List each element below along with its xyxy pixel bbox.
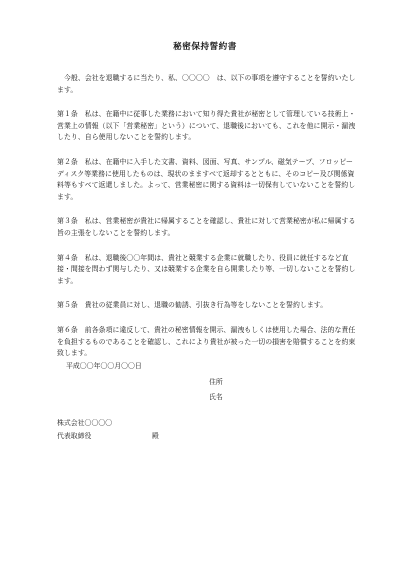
article-2: 第２条 私は、在籍中に入手した文書、資料、図面、写真、サンプル、磁気テープ、フロッピーディスク等業務に使用したものは、現状のまますべて返却するとともに、そのコピー及び関係資料等もすべて返還しました。よって、営業秘密に関する資料は一切保有していないことを誓約します。 (57, 157, 356, 201)
article-6: 第６条 前各条項に違反して、貴社の秘密情報を開示、漏洩もしくは使用した場合、法的な責任を負担するものであることを確認し、これにより貴社が被った一切の損害を賠償することを約束致します。 (57, 325, 356, 358)
intro-paragraph: 今般、会社を退職するに当たり、私、〇〇〇〇 は、以下の事項を遵守することを誓約いたします。 (57, 74, 356, 94)
address-label: 住所 (209, 378, 223, 386)
recipient-title: 代表取締役 (57, 432, 92, 440)
name-label: 氏名 (209, 393, 223, 401)
signature-date: 平成〇〇年〇〇月〇〇日 (66, 362, 142, 370)
document-title: 秘密保持誓約書 (173, 42, 237, 52)
honorific: 殿 (152, 432, 159, 440)
article-3: 第３条 私は、営業秘密が貴社に帰属することを確認し、貴社に対して営業秘密が私に帰属する旨の主張をしないことを誓約します。 (57, 217, 356, 237)
recipient-company: 株式会社〇〇〇〇 (57, 419, 113, 427)
article-4: 第４条 私は、退職後〇〇年間は、貴社と競業する企業に就職したり、役員に就任するなど直接・間接を問わず関与したり、又は競業する企業を自ら開業したり等、一切しないことを誓約します。 (57, 253, 356, 285)
document-body (57, 73, 357, 373)
article-5: 第５条 貴社の従業員に対し、退職の勧誘、引抜き行為等をしないことを誓約します。 (57, 301, 328, 310)
article-1: 第１条 私は、在籍中に従事した業務において知り得た貴社が秘密として管理している技術上・営業上の情報（以下「営業秘密」という）について、退職後においても、これを他に開示・漏洩したり、自ら使用しないことを誓約します。 (57, 110, 356, 142)
